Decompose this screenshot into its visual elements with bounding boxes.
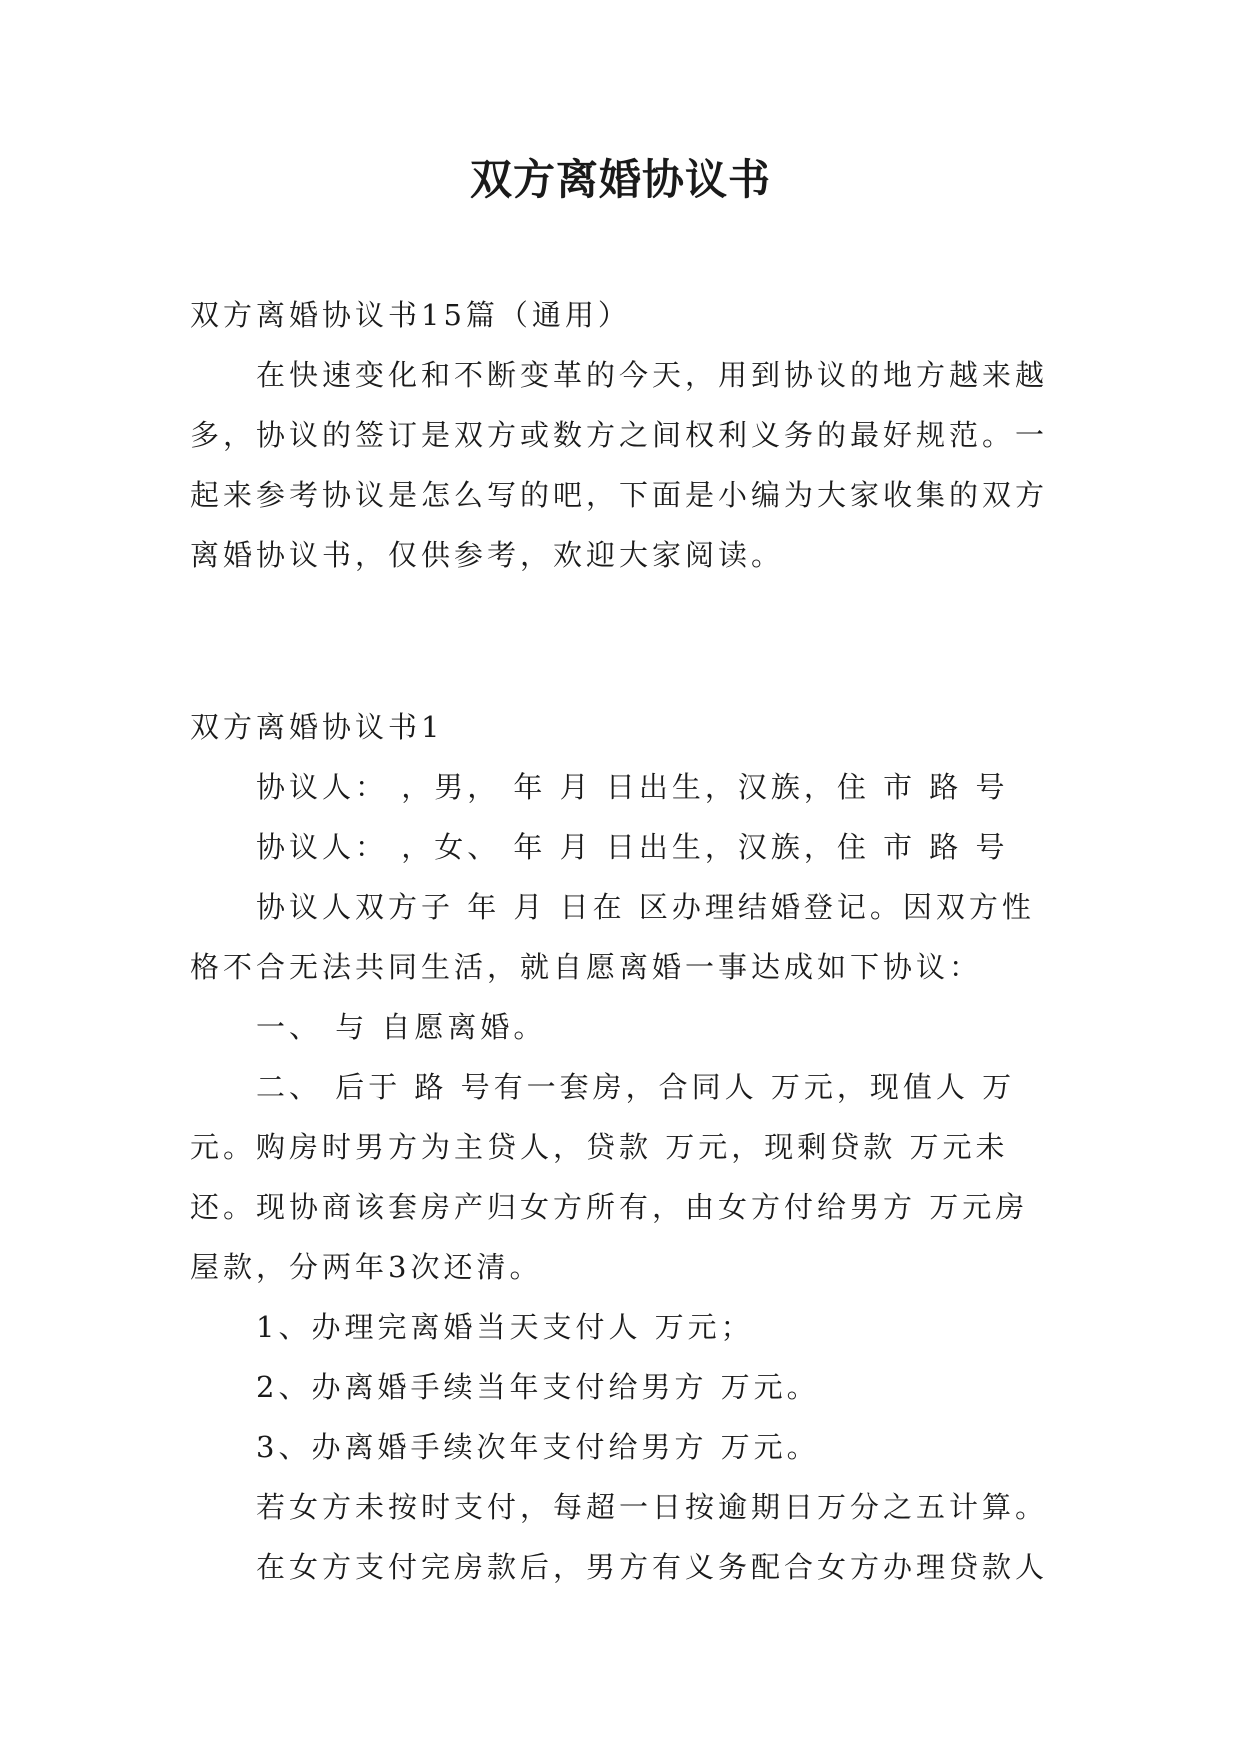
clause-two: 二、 后于 路 号有一套房，合同人 万元，现值人 万元。购房时男方为主贷人，贷款 万元，现剩贷款 万元未还。现协商该套房产归女方所有，由女方付给男方 万元房屋款，分两年3次还清。	[190, 1070, 1029, 1284]
late-payment-clause: 若女方未按时支付，每超一日按逾期日万分之五计算。	[256, 1490, 1049, 1524]
loan-transfer-clause: 在女方支付完房款后，男方有义务配合女方办理贷款人	[256, 1550, 1049, 1584]
document-title: 双方离婚协议书	[469, 155, 771, 204]
intro-block	[190, 285, 1050, 585]
agreement-section	[190, 697, 1050, 1597]
party-male-line: 协议人： ，男， 年 月 日出生，汉族，住 市 路 号	[256, 770, 1009, 804]
party-female-line: 协议人： ，女、 年 月 日出生，汉族，住 市 路 号	[256, 830, 1009, 864]
payment-item-2: 2、办离婚手续当年支付给男方 万元。	[256, 1370, 820, 1404]
clause-one: 一、 与 自愿离婚。	[256, 1010, 547, 1044]
document-subtitle: 双方离婚协议书15篇（通用）	[190, 298, 631, 332]
payment-item-3: 3、办离婚手续次年支付给男方 万元。	[256, 1430, 820, 1464]
marriage-registration-paragraph: 协议人双方子 年 月 日在 区办理结婚登记。因双方性格不合无法共同生活，就自愿离婚一事达成如下协议：	[190, 890, 1035, 984]
payment-item-1: 1、办理完离婚当天支付人 万元；	[256, 1310, 754, 1344]
section-heading: 双方离婚协议书1	[190, 710, 444, 744]
intro-paragraph: 在快速变化和不断变革的今天，用到协议的地方越来越多，协议的签订是双方或数方之间权利义务的最好规范。一起来参考协议是怎么写的吧，下面是小编为大家收集的双方离婚协议书，仅供参考，欢迎大家阅读。	[190, 358, 1049, 572]
